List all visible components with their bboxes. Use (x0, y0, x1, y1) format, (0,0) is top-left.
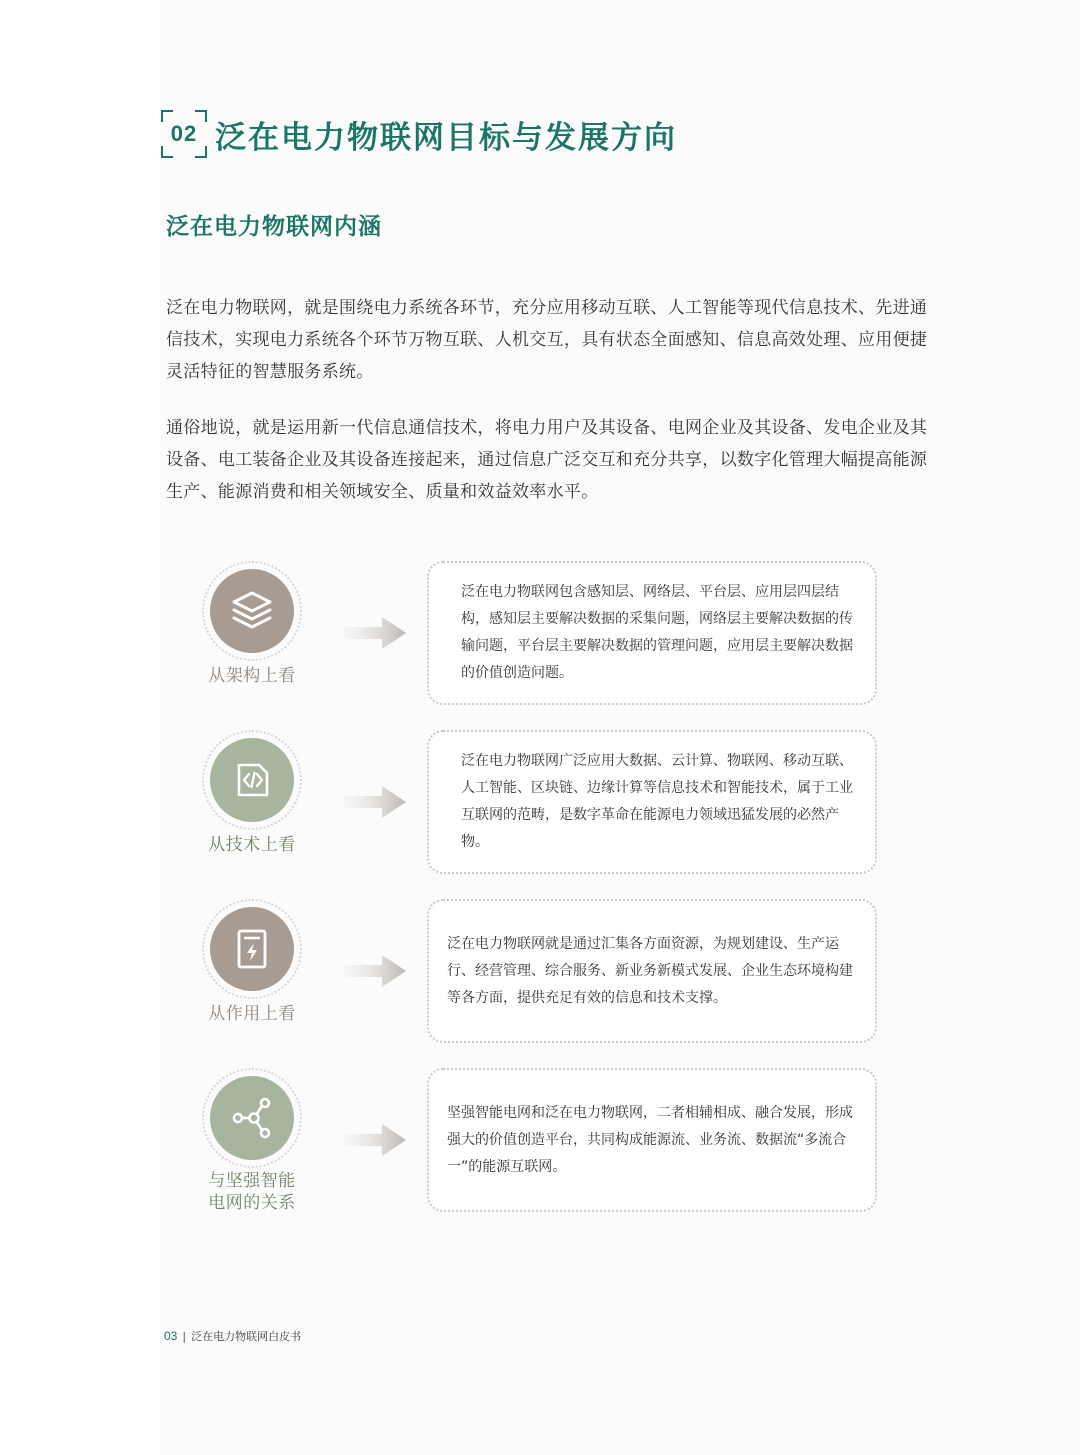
perspective-row-technology (0, 730, 1080, 880)
perspective-row-architecture (0, 561, 1080, 711)
icon-ring (202, 561, 302, 661)
perspective-label-line: 与坚强智能 (208, 1171, 296, 1191)
arrow-right-icon (340, 782, 410, 822)
bracket-corner (161, 110, 173, 122)
perspective-row-function (0, 899, 1080, 1049)
page-number: 03 (164, 1329, 178, 1343)
page-footer (164, 1328, 301, 1344)
bracket-corner (195, 110, 207, 122)
network-nodes-icon (210, 1076, 294, 1160)
layers-icon (210, 569, 294, 653)
perspective-label: 从作用上看 (208, 1004, 296, 1024)
perspective-row-relationship (0, 1068, 1080, 1218)
icon-ring (202, 1068, 302, 1168)
perspective-label: 从技术上看 (208, 835, 296, 855)
perspective-label: 从架构上看 (208, 666, 296, 686)
footer-separator: | (182, 1329, 187, 1343)
description-text: 泛在电力物联网广泛应用大数据、云计算、物联网、移动互联、人工智能、区块链、边缘计算等信息技术和智能技术，属于工业互联网的范畴，是数字革命在能源电力领域迅猛发展的必然产物。 (461, 753, 853, 850)
section-number: 02 (170, 121, 198, 146)
description-text: 泛在电力物联网就是通过汇集各方面资源，为规划建设、生产运行、经营管理、综合服务、新业务新模式发展、企业生态环境构建等各方面，提供充足有效的信息和技术支撑。 (447, 936, 853, 1006)
description-box (427, 561, 877, 705)
subheading: 泛在电力物联网内涵 (166, 214, 382, 240)
arrow-right-icon (340, 1120, 410, 1160)
power-cabinet-icon (210, 907, 294, 991)
arrow-right-icon (340, 613, 410, 653)
section-number-box (161, 110, 207, 158)
perspective-label-line: 电网的关系 (208, 1193, 296, 1213)
icon-ring (202, 730, 302, 830)
description-text: 泛在电力物联网包含感知层、网络层、平台层、应用层四层结构，感知层主要解决数据的采集问题，网络层主要解决数据的传输问题，平台层主要解决数据的管理问题，应用层主要解决数据的价值创造问题。 (461, 584, 853, 681)
icon-ring (202, 899, 302, 999)
footer-document-title: 泛在电力物联网白皮书 (191, 1330, 302, 1343)
description-box (427, 1068, 877, 1212)
code-icon (210, 738, 294, 822)
paragraph-definition: 泛在电力物联网，就是围绕电力系统各环节，充分应用移动互联、人工智能等现代信息技术、先进通信技术，实现电力系统各个环节万物互联、人机交互，具有状态全面感知、信息高效处理、应用便捷灵活特征的智慧服务系统。 (166, 298, 928, 382)
section-header (161, 108, 677, 160)
bracket-corner (161, 146, 173, 158)
bracket-corner (195, 146, 207, 158)
arrow-right-icon (340, 951, 410, 991)
description-box (427, 730, 877, 874)
paragraph-plain-explanation: 通俗地说，就是运用新一代信息通信技术，将电力用户及其设备、电网企业及其设备、发电企业及其设备、电工装备企业及其设备连接起来，通过信息广泛交互和充分共享，以数字化管理大幅提高能源生产、能源消费和相关领域安全、质量和效益效率水平。 (166, 418, 928, 502)
perspective-label (182, 1170, 322, 1214)
description-text: 坚强智能电网和泛在电力物联网，二者相辅相成、融合发展，形成强大的价值创造平台，共同构成能源流、业务流、数据流“多流合一”的能源互联网。 (447, 1105, 853, 1175)
description-box (427, 899, 877, 1043)
section-title: 泛在电力物联网目标与发展方向 (215, 119, 677, 156)
